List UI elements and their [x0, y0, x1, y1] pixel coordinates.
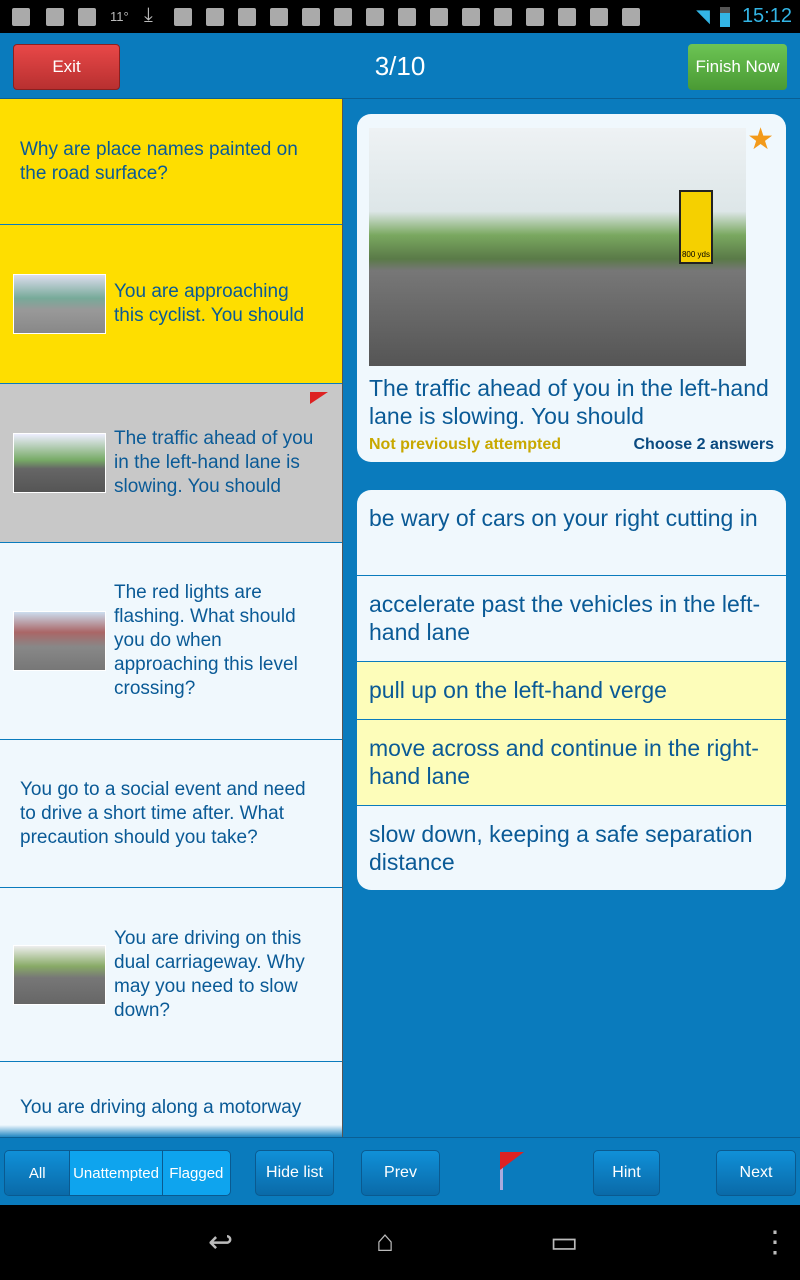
back-icon[interactable]: ↩	[208, 1226, 234, 1259]
home-icon[interactable]: ⌂	[376, 1225, 395, 1258]
list-fade	[0, 1125, 343, 1137]
question-card	[357, 114, 786, 462]
android-nav-bar	[0, 1205, 800, 1280]
play-store-icon	[430, 8, 448, 26]
download-icon	[12, 8, 30, 26]
menu-icon[interactable]: ⋮	[760, 1226, 790, 1259]
flag-icon[interactable]	[500, 1152, 503, 1190]
filter-unattempted-button[interactable]: Unattempted	[70, 1151, 162, 1195]
play-store-icon	[494, 8, 512, 26]
play-store-icon	[590, 8, 608, 26]
prev-button[interactable]: Prev	[361, 1150, 440, 1196]
hint-button[interactable]: Hint	[593, 1150, 660, 1196]
list-item-text: The traffic ahead of you in the left-hand lane is slowing. You should	[114, 428, 314, 497]
list-item[interactable]	[0, 543, 342, 740]
play-store-icon	[334, 8, 352, 26]
play-store-icon	[526, 8, 544, 26]
play-store-icon	[174, 8, 192, 26]
question-text: The traffic ahead of you in the left-hand lane is slowing. You should	[369, 375, 769, 429]
play-store-icon	[366, 8, 384, 26]
list-item-text: You go to a social event and need to drive a short time after. What precaution should you take?	[20, 778, 306, 848]
download-icon: ⤓	[144, 4, 153, 26]
hide-list-button[interactable]: Hide list	[255, 1150, 334, 1196]
question-thumbnail	[13, 433, 106, 493]
question-counter: 3/10	[374, 51, 426, 81]
answer-option[interactable]: slow down, keeping a safe separation distance	[369, 821, 753, 875]
question-thumbnail	[13, 274, 106, 334]
play-store-icon	[462, 8, 480, 26]
question-thumbnail	[13, 611, 106, 671]
question-image	[369, 128, 746, 366]
play-store-icon	[622, 8, 640, 26]
list-item-text: Why are place names painted on the road surface?	[20, 138, 298, 184]
answer-option-selected[interactable]: move across and continue in the right-hand lane	[357, 720, 786, 806]
wifi-icon: ◥	[696, 6, 710, 26]
next-button[interactable]: Next	[716, 1150, 796, 1196]
filter-all-button[interactable]: All	[5, 1151, 70, 1195]
temperature: 11°	[110, 9, 129, 24]
play-store-icon	[238, 8, 256, 26]
play-store-icon	[270, 8, 288, 26]
status-bar	[0, 0, 800, 33]
exit-button[interactable]: Exit	[13, 44, 120, 90]
play-store-icon	[302, 8, 320, 26]
answer-instruction: Choose 2 answers	[633, 436, 774, 453]
clock: 15:12	[741, 5, 792, 27]
attempt-status: Not previously attempted	[369, 436, 562, 453]
battery-icon	[720, 7, 730, 27]
flag-icon	[310, 392, 328, 404]
recent-apps-icon[interactable]: ▭	[550, 1226, 579, 1259]
answer-option[interactable]: be wary of cars on your right cutting in	[357, 490, 786, 576]
list-item-current[interactable]	[0, 384, 342, 543]
list-item[interactable]	[0, 225, 342, 384]
finish-now-button[interactable]: Finish Now	[688, 44, 787, 90]
list-item-text: The red lights are flashing. What should you do when approaching this level crossing?	[114, 582, 298, 699]
star-icon[interactable]: ★	[747, 123, 774, 156]
list-item-text: You are driving on this dual carriageway. Why may you need to slow down?	[114, 927, 305, 1021]
answer-option[interactable]: accelerate past the vehicles in the left-hand lane	[357, 576, 786, 662]
filter-flagged-button[interactable]: Flagged	[163, 1151, 230, 1195]
list-item[interactable]	[0, 888, 342, 1062]
question-thumbnail	[13, 945, 106, 1005]
answer-option-selected[interactable]: pull up on the left-hand verge	[357, 662, 786, 720]
header	[0, 33, 800, 99]
question-list[interactable]	[0, 99, 343, 1137]
list-item-text: You are approaching this cyclist. You should	[114, 281, 305, 326]
list-item[interactable]	[0, 99, 342, 225]
list-item[interactable]	[0, 740, 342, 888]
filter-segmented-control	[4, 1150, 231, 1196]
gmail-icon	[78, 8, 96, 26]
play-store-icon	[206, 8, 224, 26]
play-store-icon	[398, 8, 416, 26]
list-item-text: You are driving along a motorway	[20, 1097, 302, 1118]
play-store-icon	[558, 8, 576, 26]
road-sign: 800 yds	[679, 190, 713, 264]
bottom-toolbar	[0, 1137, 800, 1205]
answer-list	[357, 490, 786, 890]
gallery-icon	[46, 8, 64, 26]
